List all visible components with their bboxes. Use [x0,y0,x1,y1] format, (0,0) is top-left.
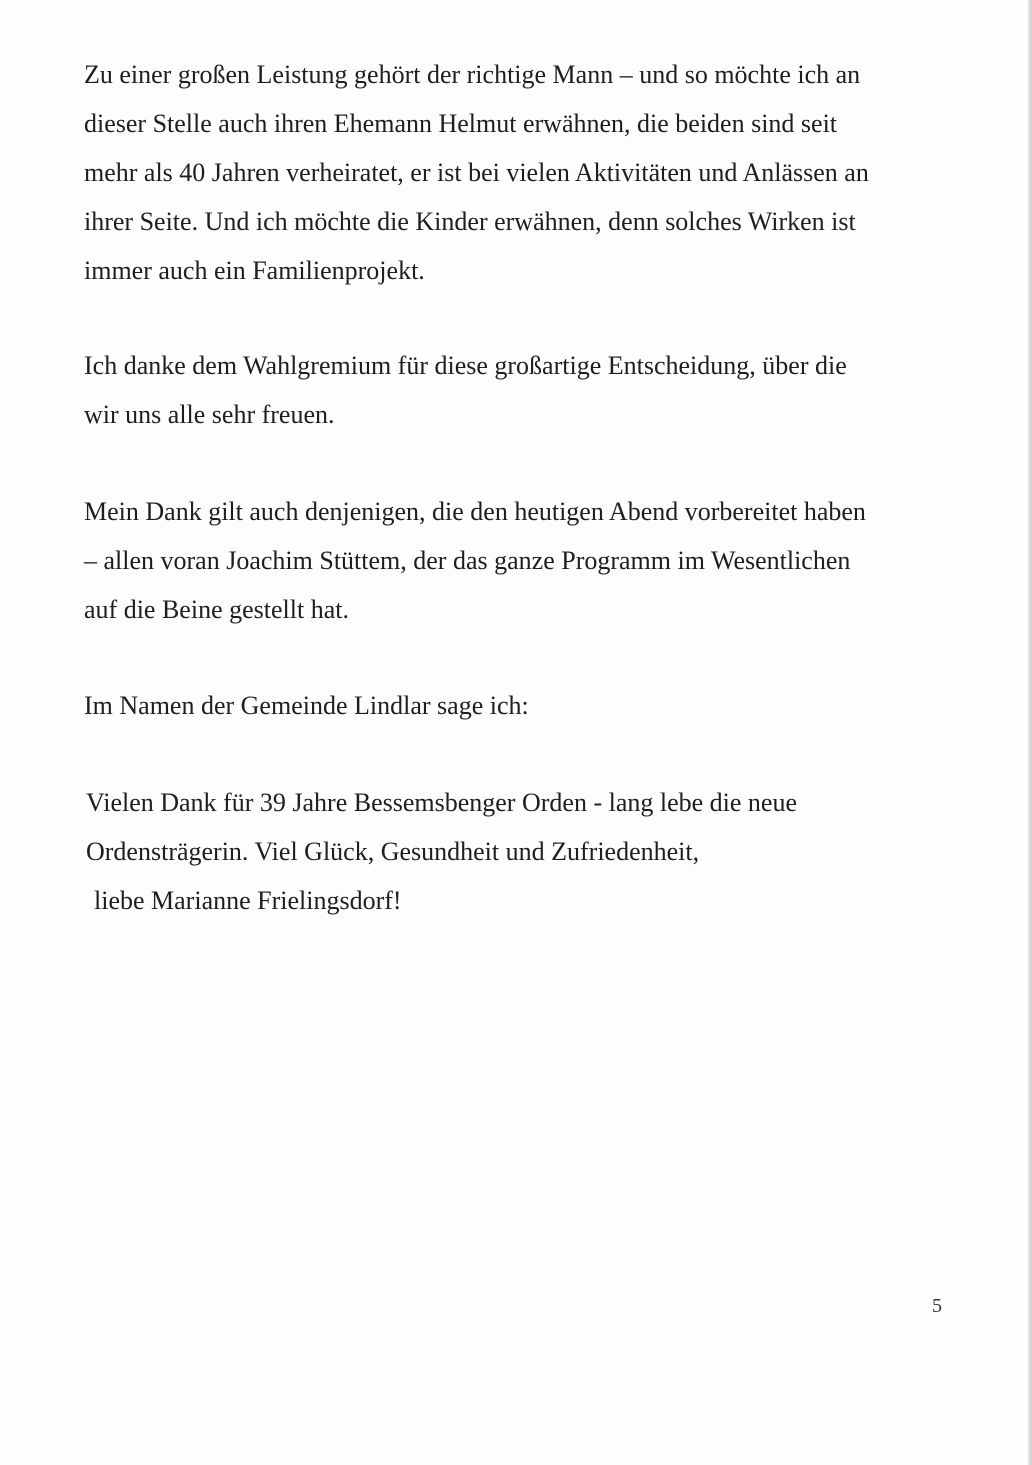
text-line: liebe Marianne Frielingsdorf! [94,886,402,915]
text-line: Im Namen der Gemeinde Lindlar sage ich: [84,691,529,720]
paragraph-municipality [84,681,529,730]
text-line: – allen voran Joachim Stüttem, der das ganze Programm im Wesentlichen [84,546,851,575]
text-line: Ordensträgerin. Viel Glück, Gesundheit und Zufriedenheit, [86,837,700,866]
text-line: Vielen Dank für 39 Jahre Bessemsbenger Orden - lang lebe die neue [86,788,798,817]
paragraph-husband-family [84,50,869,295]
text-line: wir uns alle sehr freuen. [84,400,335,429]
text-line: immer auch ein Familienprojekt. [84,256,425,285]
page-edge [1028,0,1032,1465]
paragraph-closing [86,778,797,925]
paragraph-thanks-committee [84,341,847,439]
text-line: auf die Beine gestellt hat. [84,595,349,624]
paragraph-thanks-organizers [84,487,866,634]
text-line: Zu einer großen Leistung gehört der richtige Mann – und so möchte ich an [84,60,861,89]
page-number: 5 [932,1295,942,1317]
text-line: Mein Dank gilt auch denjenigen, die den heutigen Abend vorbereitet haben [84,497,866,526]
text-line: mehr als 40 Jahren verheiratet, er ist bei vielen Aktivitäten und Anlässen an [84,158,869,187]
text-line: Ich danke dem Wahlgremium für diese großartige Entscheidung, über die [84,351,847,380]
text-line: ihrer Seite. Und ich möchte die Kinder erwähnen, denn solches Wirken ist [84,207,856,236]
text-line: dieser Stelle auch ihren Ehemann Helmut erwähnen, die beiden sind seit [84,109,838,138]
